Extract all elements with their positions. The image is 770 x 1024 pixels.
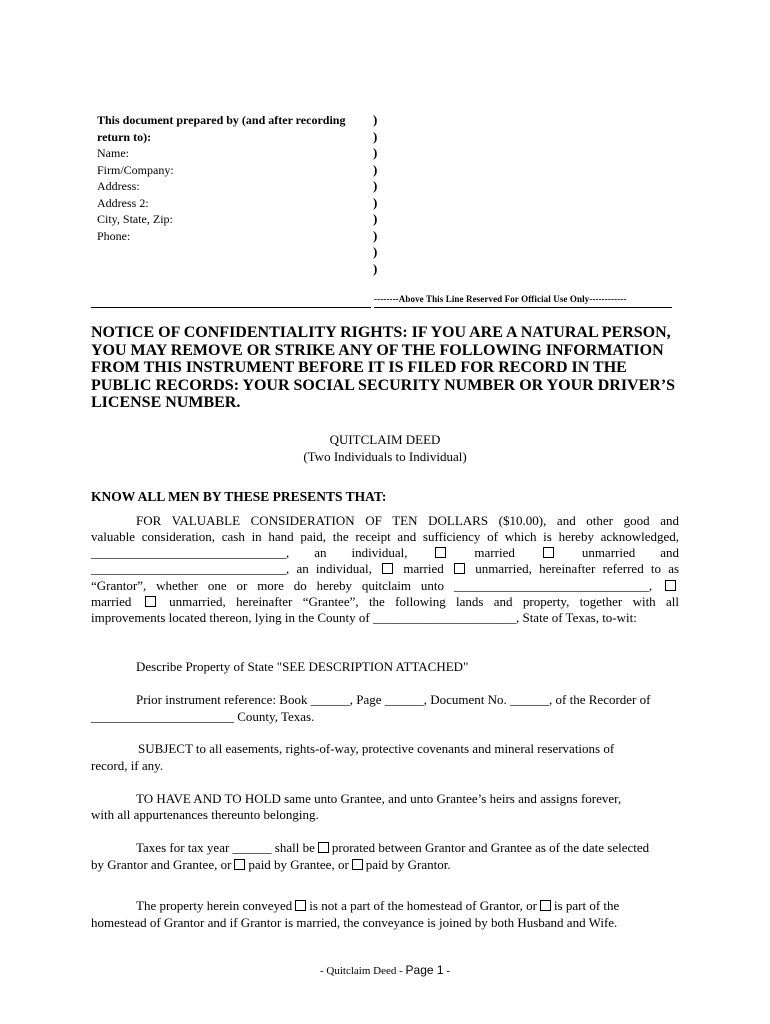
married-label: married: [91, 594, 132, 609]
taxes-line-2: [91, 857, 451, 873]
footer-doc-name: - Quitclaim Deed -: [320, 965, 403, 977]
paid-by-grantee-label: paid by Grantee, or: [248, 857, 349, 872]
phone-label: Phone:: [97, 228, 131, 243]
prorated-label: prorated between Grantor and Grantee as of the date selected: [331, 840, 650, 855]
married-label: married: [403, 561, 444, 576]
official-use-line: --------Above This Line Reserved For Official Use Only------------: [374, 294, 627, 304]
body-line-5: [91, 578, 679, 594]
body-line-6: [91, 594, 679, 610]
page-footer: [0, 963, 770, 977]
taxes-line-1: [136, 840, 649, 856]
grantor2-married-checkbox[interactable]: [382, 563, 393, 574]
grantee-married-checkbox[interactable]: [665, 580, 676, 591]
homestead-line-2: homestead of Grantor and if Grantor is married, the conveyance is joined by both Husband and Wife.: [91, 915, 618, 930]
body-line-4: [91, 561, 679, 577]
paren: ): [373, 211, 378, 226]
habendum-line-1: TO HAVE AND TO HOLD same unto Grantee, and unto Grantee’s heirs and assigns forever,: [136, 791, 622, 806]
grantee-unmarried-checkbox[interactable]: [145, 596, 156, 607]
grantor1-blank: ______________________________, an individual,: [91, 545, 408, 560]
habendum-line-2: with all appurtenances thereunto belonging.: [91, 807, 319, 822]
homestead-text: The property herein conveyed: [136, 898, 293, 913]
unmarried-label: unmarried, hereinafter referred to as: [475, 561, 680, 576]
firm-label: Firm/Company:: [97, 162, 174, 177]
subject-line-2: record, if any.: [91, 758, 164, 773]
paren: ): [373, 194, 378, 210]
homestead-line-1: [136, 898, 619, 914]
subject-line-1: SUBJECT to all easements, rights-of-way, protective covenants and mineral reservations of: [138, 741, 615, 756]
not-homestead-label: is not a part of the homestead of Grantor, or: [309, 898, 537, 913]
paren: ): [373, 145, 378, 160]
unmarried-label: unmarried and: [581, 545, 679, 560]
address-label: Address:: [97, 179, 140, 193]
is-homestead-label: is part of the: [553, 898, 620, 913]
address2-label: Address 2:: [97, 195, 149, 210]
paren: ): [373, 260, 378, 276]
body-line-2: valuable consideration, cash in hand paid, the receipt and sufficiency of which is hereby acknowledged,: [91, 529, 679, 544]
grantor2-blank: ______________________________, an individual,: [91, 561, 372, 576]
paren: ): [373, 178, 378, 193]
parenthesis-column: [373, 112, 377, 277]
married-label: married: [474, 545, 515, 560]
paren: ): [373, 161, 378, 177]
prorated-checkbox[interactable]: [318, 842, 329, 853]
paren: ): [373, 244, 378, 259]
divider-right: [374, 307, 672, 308]
grantor1-unmarried-checkbox[interactable]: [543, 547, 554, 558]
body-line-7: improvements located thereon, lying in the County of ______________________, State of Texas, to-wit:: [91, 610, 637, 625]
unmarried-label: unmarried, hereinafter “Grantee”, the following lands and property, together with all: [169, 594, 680, 609]
confidentiality-notice: NOTICE OF CONFIDENTIALITY RIGHTS: IF YOU ARE A NATURAL PERSON, YOU MAY REMOVE OR STRIKE ANY OF THE FOLLOWING INFORMATION FROM THIS INSTRUMENT BEFORE IT IS FILED FOR RECORD IN THE PUBLIC RECORDS: YOUR SOCIAL SECURITY NUMBER OR YOUR DRIVER’S LICENSE NUMBER.: [91, 324, 676, 412]
paren: ): [373, 112, 378, 127]
not-homestead-checkbox[interactable]: [295, 900, 306, 911]
name-label: Name:: [97, 146, 129, 160]
page-number: Page 1: [405, 963, 444, 977]
paren: ): [373, 128, 378, 144]
prior-reference-line-2: ______________________ County, Texas.: [91, 709, 315, 724]
footer-dash: -: [446, 965, 450, 977]
know-all-heading: KNOW ALL MEN BY THESE PRESENTS THAT:: [91, 489, 387, 504]
return-to-label: return to):: [97, 129, 152, 144]
paid-by-grantee-checkbox[interactable]: [234, 859, 245, 870]
paid-by-grantor-label: paid by Grantor.: [365, 857, 451, 872]
body-line-3: [91, 545, 679, 561]
paid-by-grantor-checkbox[interactable]: [352, 859, 363, 870]
grantor1-married-checkbox[interactable]: [435, 547, 446, 558]
document-title: QUITCLAIM DEED: [329, 432, 441, 447]
divider-left: [91, 307, 371, 308]
taxes-text: by Grantor and Grantee, or: [91, 857, 232, 872]
grantee-blank: “Grantor”, whether one or more do hereby quitclaim unto ______________________________,: [91, 578, 653, 593]
is-homestead-checkbox[interactable]: [540, 900, 551, 911]
prepared-by-label: This document prepared by (and after recording: [97, 113, 346, 127]
preparer-block: [97, 112, 345, 244]
taxes-text: Taxes for tax year ______ shall be: [136, 840, 315, 855]
city-state-zip-label: City, State, Zip:: [97, 212, 173, 226]
property-description: Describe Property of State "SEE DESCRIPTION ATTACHED": [136, 659, 469, 674]
body-line-1: FOR VALUABLE CONSIDERATION OF TEN DOLLARS ($10.00), and other good and: [136, 513, 679, 528]
prior-reference-line-1: Prior instrument reference: Book ______, Page ______, Document No. ______, of the Recorder of: [136, 692, 651, 707]
paren: ): [373, 227, 378, 243]
grantor2-unmarried-checkbox[interactable]: [454, 563, 465, 574]
document-subtitle: (Two Individuals to Individual): [303, 449, 467, 464]
